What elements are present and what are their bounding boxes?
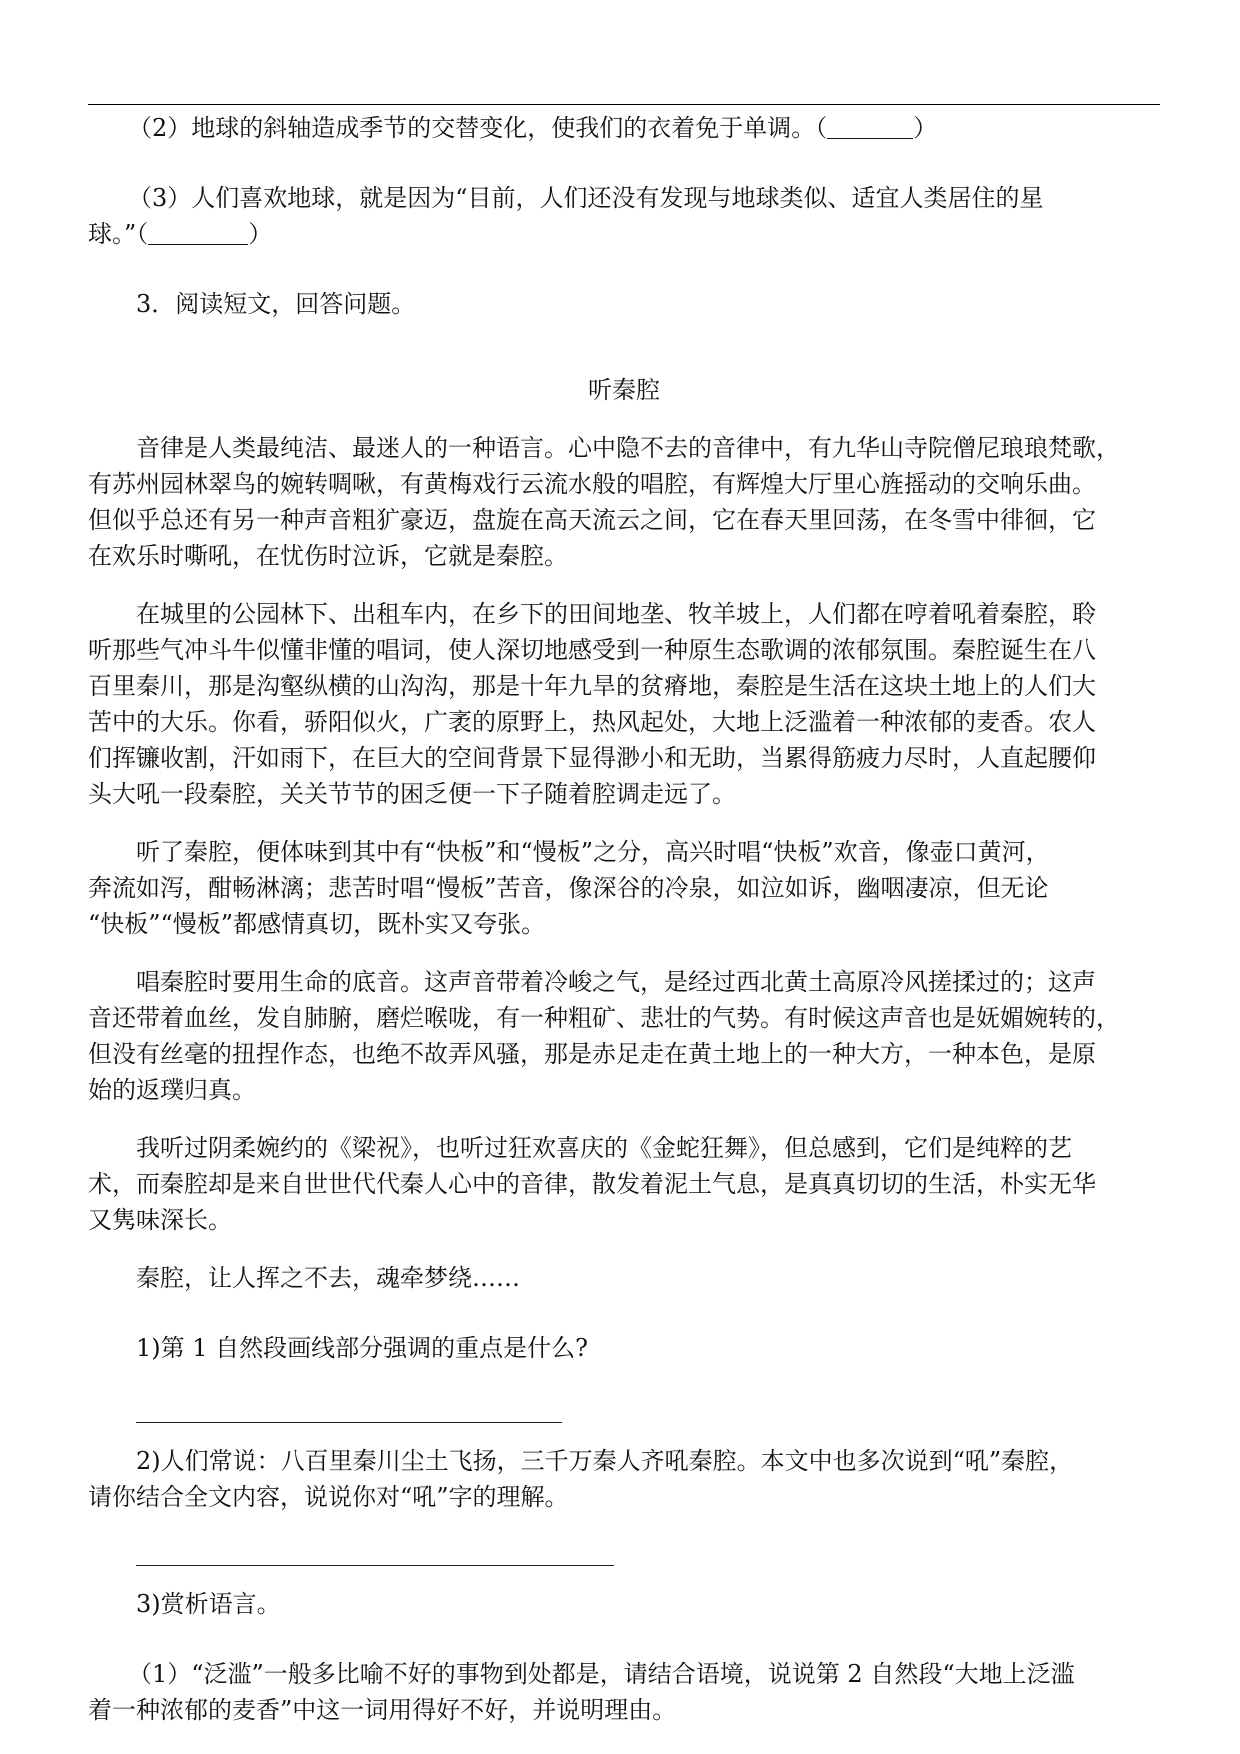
tf-item-2: （2）地球的斜轴造成季节的交替变化，使我们的衣着免于单调。（ ） [128, 114, 938, 142]
sub-question-1: 1)第 1 自然段画线部分强调的重点是什么? [136, 1334, 589, 1362]
passage-paragraph-1: 音律是人类最纯洁、最迷人的一种语言。心中隐不去的音律中，有九华山寺院僧尼琅琅梵歌， 有苏州园林翠鸟的婉转啁啾，有黄梅戏行云流水般的唱腔，有辉煌大厅里心旌摇动的交响乐曲。 但似乎总还有另一种声音粗犷豪迈，盘旋在高天流云之间，它在春天里回荡，在冬雪中徘徊，它 在欢乐时嘶吼，在忧伤时泣诉，它就是秦腔。 [88, 434, 1120, 570]
document-body [88, 110, 1160, 1728]
answer-line-1[interactable] [136, 1422, 562, 1423]
passage-paragraph-3: 听了秦腔，便体味到其中有“快板”和“慢板”之分，高兴时唱“快板”欢音，像壶口黄河， 奔流如泻，酣畅淋漓；悲苦时唱“慢板”苦音，像深谷的冷泉，如泣如诉，幽咽凄凉，但无论 “快板”“慢板”都感情真切，既朴实又夸张。 [88, 838, 1050, 938]
answer-blank[interactable] [148, 220, 248, 245]
question-3-prompt: 3．阅读短文，回答问题。 [136, 290, 416, 318]
passage-paragraph-4: 唱秦腔时要用生命的底音。这声音带着冷峻之气，是经过西北黄土高原冷风搓揉过的；这声 音还带着血丝，发自肺腑，磨烂喉咙，有一种粗矿、悲壮的气势。有时候这声音也是妩媚婉转的， 但没有丝毫的扭捏作态，也绝不故弄风骚，那是赤足走在黄土地上的一种大方，一种本色，是原 始的返璞归真。 [88, 968, 1120, 1104]
passage-paragraph-2: 在城里的公园林下、出租车内，在乡下的田间地垄、牧羊坡上，人们都在哼着吼着秦腔，聆 听那些气冲斗牛似懂非懂的唱词，使人深切地感受到一种原生态歌调的浓郁氛围。秦腔诞生在八 百里秦川，那是沟壑纵横的山沟沟，那是十年九旱的贫瘠地，秦腔是生活在这块土地上的人们大 苦中的大乐。你看，骄阳似火，广袤的原野上，热风起处，大地上泛滥着一种浓郁的麦香。农人 们挥镰收割，汗如雨下，在巨大的空间背景下显得渺小和无助，当累得筋疲力尽时，人直起腰仰 头大吼一段秦腔，关关节节的困乏便一下子随着腔调走远了。 [88, 600, 1096, 808]
sub-question-3: 3)赏析语言。 [136, 1590, 281, 1618]
answer-line-2[interactable] [136, 1565, 614, 1566]
answer-blank[interactable] [827, 114, 913, 139]
passage-paragraph-6: 秦腔，让人挥之不去，魂牵梦绕…… [136, 1264, 520, 1292]
sub-question-3-item-1: （1）“泛滥”一般多比喻不好的事物到处都是，请结合语境，说说第 2 自然段“大地上泛滥 着一种浓郁的麦香”中这一词用得好不好，并说明理由。 [88, 1660, 1075, 1724]
tf-item-3: （3）人们喜欢地球，就是因为“目前，人们还没有发现与地球类似、适宜人类居住的星 球。”（ ） [88, 184, 1044, 248]
header-rule [88, 104, 1160, 105]
sub-question-2: 2)人们常说：八百里秦川尘土飞扬，三千万秦人齐吼秦腔。本文中也多次说到“吼”秦腔， 请你结合全文内容，说说你对“吼”字的理解。 [88, 1447, 1074, 1511]
passage-paragraph-5: 我听过阴柔婉约的《梁祝》，也听过狂欢喜庆的《金蛇狂舞》，但总感到，它们是纯粹的艺 术，而秦腔却是来自世世代代秦人心中的音律，散发着泥土气息，是真真切切的生活，朴实无华 又隽味深长。 [88, 1134, 1096, 1234]
passage-title: 听秦腔 [588, 376, 660, 404]
